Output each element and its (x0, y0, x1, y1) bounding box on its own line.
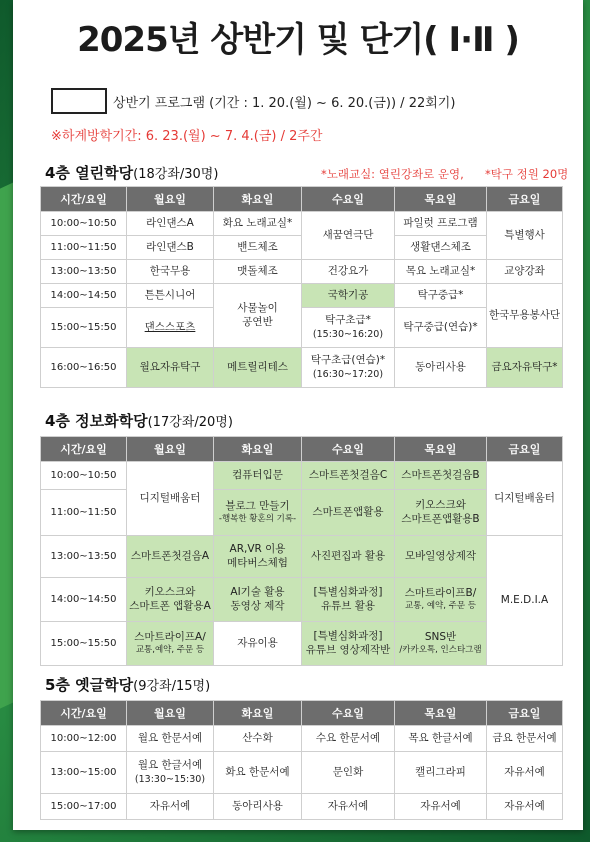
class-cell: 금요 한문서예 (487, 726, 563, 752)
class-cell: 자유서예 (487, 794, 563, 820)
class-line: 스마트폰앱활용B (401, 512, 480, 525)
table-row (41, 348, 563, 388)
section2-count: (17강좌/20명) (147, 415, 233, 430)
class-cell: 튼튼시니어 (127, 284, 214, 308)
time-cell: 13:00~13:50 (41, 536, 127, 578)
class-cell: 댄스스포츠 (127, 308, 214, 348)
section1-note2: *탁구 정원 20명 (485, 167, 569, 181)
class-cell: 한국무용 (127, 260, 214, 284)
class-cell: 라인댄스B (127, 236, 214, 260)
table-row (41, 212, 563, 236)
class-line: 키오스크와 (144, 585, 196, 598)
page-title: 2025년 상반기 및 단기( Ⅰ·Ⅱ ) (77, 20, 519, 60)
section3-count: (9강좌/15명) (133, 679, 211, 694)
class-cell: 디지털배움터 (487, 462, 563, 536)
class-cell (302, 308, 395, 348)
class-line: (13:30~15:30) (134, 773, 206, 785)
table-header-row (41, 187, 563, 212)
time-cell: 10:00~10:50 (41, 462, 127, 490)
schedule-sheet (13, 0, 583, 830)
time-cell: 15:00~15:50 (41, 308, 127, 348)
header-time: 시간/요일 (41, 701, 127, 726)
section1-table (40, 186, 563, 388)
class-line: 탁구초급(연습)* (310, 353, 386, 366)
class-cell: 특별행사 (487, 212, 563, 260)
class-line: 탁구초급* (325, 313, 371, 326)
class-cell: 자유서예 (395, 794, 487, 820)
section3-name: 5층 옛글학당 (45, 676, 134, 694)
class-cell: 라인댄스A (127, 212, 214, 236)
time-cell: 16:00~16:50 (41, 348, 127, 388)
header-time: 시간/요일 (41, 437, 127, 462)
class-cell: 스마트폰첫걸음B (395, 462, 487, 490)
time-cell: 11:00~11:50 (41, 490, 127, 536)
table-row (41, 752, 563, 794)
class-cell: 교양강좌 (487, 260, 563, 284)
class-line: SNS반 (424, 631, 457, 644)
table-row (41, 578, 563, 622)
class-cell: 문인화 (302, 752, 395, 794)
class-line: 블로그 만들기 (225, 500, 290, 513)
header-wed: 수요일 (302, 187, 395, 212)
class-cell: 스마트폰첫걸음C (302, 462, 395, 490)
header-thu: 목요일 (395, 187, 487, 212)
class-line: AI기술 활용 (230, 585, 285, 598)
class-line: 사물놀이 (237, 301, 278, 314)
header-fri: 금요일 (487, 701, 563, 726)
section1-name: 4층 열린학당 (45, 164, 134, 182)
class-cell (395, 578, 487, 622)
time-cell: 10:00~10:50 (41, 212, 127, 236)
time-cell: 11:00~11:50 (41, 236, 127, 260)
header-tue: 화요일 (214, 701, 302, 726)
header-fri: 금요일 (487, 437, 563, 462)
header-fri: 금요일 (487, 187, 563, 212)
class-line: AR,VR 이용 (229, 542, 286, 555)
class-line: 공연반 (242, 315, 273, 328)
header-wed: 수요일 (302, 437, 395, 462)
class-cell: 밴드체조 (214, 236, 302, 260)
class-cell (127, 622, 214, 666)
class-cell: 맷돌체조 (214, 260, 302, 284)
table-header-row (41, 437, 563, 462)
header-time: 시간/요일 (41, 187, 127, 212)
class-cell: 스마트폰앱활용 (302, 490, 395, 536)
table-row (41, 536, 563, 578)
class-cell: 국학기공 (302, 284, 395, 308)
class-cell (214, 284, 302, 348)
time-cell: 15:00~15:50 (41, 622, 127, 666)
class-line: 유튜브 활용 (320, 599, 376, 612)
class-line: 스마트폰 앱활용A (129, 599, 211, 612)
section2-table (40, 436, 563, 666)
class-line: 월요 한글서예 (137, 758, 203, 771)
class-cell: 스마트폰첫걸음A (127, 536, 214, 578)
section1-title (45, 162, 218, 183)
table-row (41, 308, 563, 348)
class-cell: 한국무용봉사단 (487, 284, 563, 348)
class-cell: 수요 한문서예 (302, 726, 395, 752)
class-line: 스마트라이프B/ (404, 587, 477, 600)
class-cell (214, 490, 302, 536)
class-cell (127, 578, 214, 622)
class-cell: 새꿈연극단 (302, 212, 395, 260)
section3-title (45, 674, 210, 695)
class-cell: 금요자유탁구* (487, 348, 563, 388)
time-cell: 14:00~14:50 (41, 284, 127, 308)
period-text: 상반기 프로그램 (기간 : 1. 20.(월) ~ 6. 20.(금)) / 22회기) (113, 96, 456, 111)
class-cell: 동아리사용 (214, 794, 302, 820)
class-cell (214, 536, 302, 578)
time-cell: 10:00~12:00 (41, 726, 127, 752)
class-cell: 자유이용 (214, 622, 302, 666)
class-line: [특별심화과정] (313, 585, 383, 598)
time-cell: 15:00~17:00 (41, 794, 127, 820)
class-cell: 화요 한문서예 (214, 752, 302, 794)
time-cell: 14:00~14:50 (41, 578, 127, 622)
class-cell: 자유서예 (302, 794, 395, 820)
table-row (41, 462, 563, 490)
class-cell: 사진편집과 활용 (302, 536, 395, 578)
time-cell: 13:00~13:50 (41, 260, 127, 284)
class-cell (395, 622, 487, 666)
section1-count: (18강좌/30명) (133, 167, 219, 182)
class-line: 키오스크와 (415, 498, 466, 511)
table-row (41, 622, 563, 666)
class-cell: 산수화 (214, 726, 302, 752)
class-subline: /카카오톡, 인스타그램 (399, 644, 482, 655)
class-cell: M.E.D.I.A (487, 536, 563, 666)
class-subline: -행복한 황혼의 기록- (218, 513, 297, 524)
class-cell (214, 578, 302, 622)
header-tue: 화요일 (214, 437, 302, 462)
header-wed: 수요일 (302, 701, 395, 726)
section1-note1: *노래교실: 열린강좌로 운영, (321, 167, 464, 181)
header-thu: 목요일 (395, 701, 487, 726)
class-line: 유튜브 영상제작반 (305, 643, 391, 656)
header-tue: 화요일 (214, 187, 302, 212)
class-cell (302, 348, 395, 388)
class-cell: 파일럿 프로그램 (395, 212, 487, 236)
class-cell: 메트릴리테스 (214, 348, 302, 388)
class-cell: 디지털배움터 (127, 462, 214, 536)
table-row (41, 260, 563, 284)
class-cell: 모바일영상제작 (395, 536, 487, 578)
class-cell (395, 490, 487, 536)
section3-table (40, 700, 563, 820)
header-mon: 월요일 (127, 187, 214, 212)
class-cell: 동아리사용 (395, 348, 487, 388)
table-header-row (41, 701, 563, 726)
time-cell: 13:00~15:00 (41, 752, 127, 794)
class-line: (15:30~16:20) (312, 328, 384, 340)
section2-title (45, 410, 233, 431)
header-mon: 월요일 (127, 437, 214, 462)
class-line: (16:30~17:20) (312, 368, 384, 380)
class-cell: 목요 노래교실* (395, 260, 487, 284)
class-cell: 월요자유탁구 (127, 348, 214, 388)
section2-name: 4층 정보화학당 (45, 412, 148, 430)
header-thu: 목요일 (395, 437, 487, 462)
class-cell (127, 752, 214, 794)
vacation-text: ※하계방학기간: 6. 23.(월) ~ 7. 4.(금) / 2주간 (51, 129, 323, 144)
class-cell (302, 622, 395, 666)
table-row (41, 794, 563, 820)
class-cell: 생활댄스체조 (395, 236, 487, 260)
class-cell (302, 578, 395, 622)
class-cell: 월요 한문서예 (127, 726, 214, 752)
class-line: 메타버스체험 (227, 556, 288, 569)
table-row (41, 726, 563, 752)
table-row (41, 284, 563, 308)
class-cell: 컴퓨터입문 (214, 462, 302, 490)
class-line: [특별심화과정] (313, 629, 383, 642)
class-cell: 자유서예 (487, 752, 563, 794)
empty-box (51, 88, 107, 114)
class-cell: 목요 한글서예 (395, 726, 487, 752)
header-mon: 월요일 (127, 701, 214, 726)
table-row (41, 490, 563, 536)
class-cell: 탁구중급(연습)* (395, 308, 487, 348)
class-cell: 탁구중급* (395, 284, 487, 308)
class-line: 스마트라이프A/ (134, 631, 206, 644)
class-cell: 자유서예 (127, 794, 214, 820)
class-cell: 건강요가 (302, 260, 395, 284)
class-subline: 교통,예약, 주문 등 (135, 644, 205, 655)
class-cell: 캘리그라피 (395, 752, 487, 794)
class-cell: 화요 노래교실* (214, 212, 302, 236)
class-line: 동영상 제작 (230, 599, 285, 612)
class-subline: 교통, 예약, 주문 등 (405, 600, 476, 611)
